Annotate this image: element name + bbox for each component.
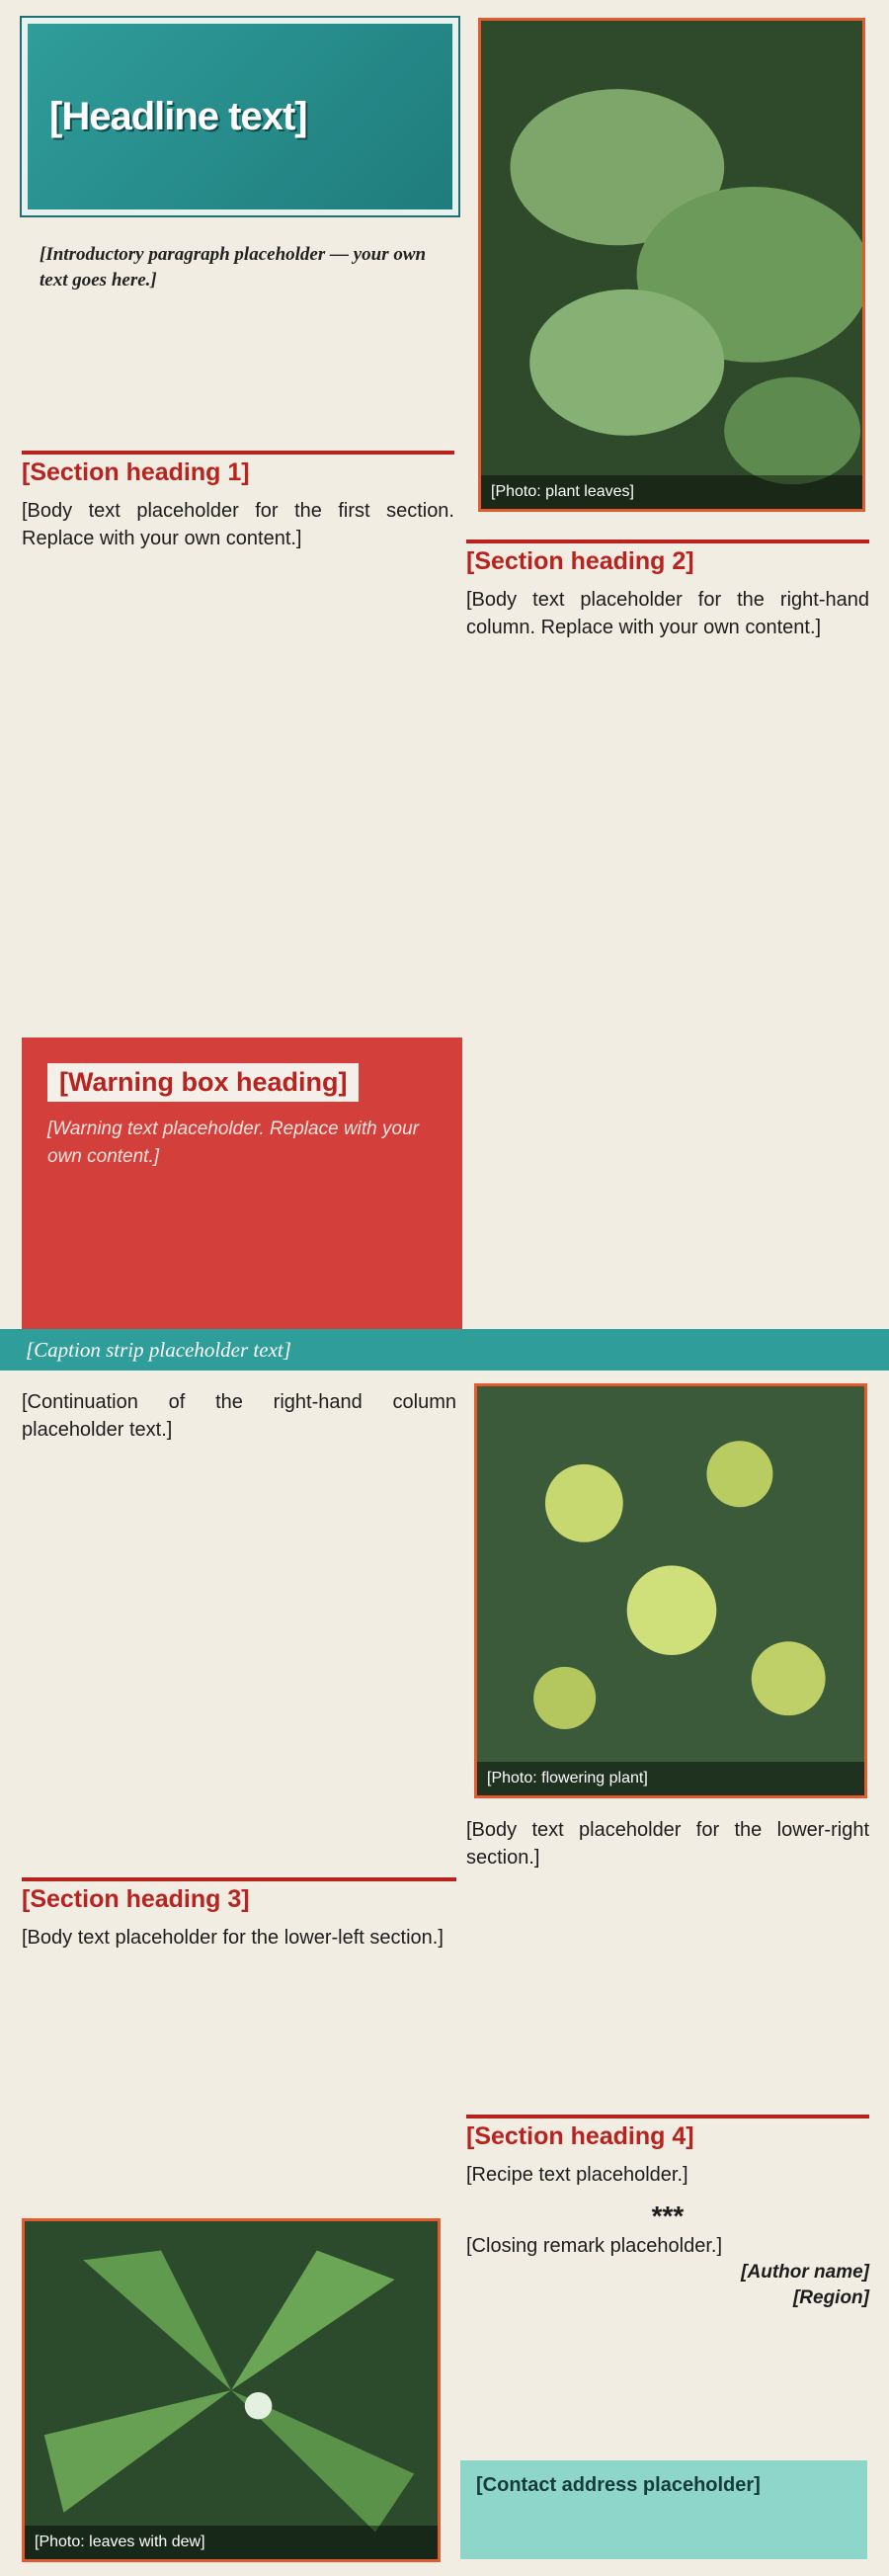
headline-banner: [22, 18, 458, 215]
author-region: [Region]: [792, 2287, 869, 2308]
flower-illustration: [477, 1386, 864, 1795]
section-story: [466, 540, 869, 641]
photo-middle-note: [Photo: flowering plant]: [477, 1762, 864, 1795]
caption-strip: [Caption strip placeholder text]: [0, 1329, 889, 1371]
warning-box: [22, 1038, 462, 1334]
address-box: [Contact address placeholder]: [460, 2460, 867, 2559]
headline: [Headline text]: [49, 95, 307, 138]
closing-body: [Closing remark placeholder.]: [466, 2235, 723, 2257]
author-name: [Author name]: [741, 2262, 869, 2283]
section-recipe-body: [Recipe text placeholder.]: [466, 2164, 688, 2186]
leaf-illustration: [481, 21, 862, 509]
photo-bottom-note: [Photo: leaves with dew]: [25, 2526, 438, 2559]
section-benefits-body: [Body text placeholder for the lower-left section.]: [22, 1927, 444, 1949]
section-story-body: [Body text placeholder for the right-hand column. Replace with your own content.]: [466, 589, 869, 638]
section-appearance-title: [Section heading 1]: [22, 451, 454, 487]
warning-title: [Warning box heading]: [47, 1063, 359, 1102]
section-appearance-body: [Body text placeholder for the first section. Replace with your own content.]: [22, 500, 454, 549]
section-appearance: [22, 451, 454, 552]
divider-stars: ***: [651, 2201, 685, 2231]
properties-body: [Body text placeholder for the lower-right section.]: [466, 1819, 869, 1869]
section-benefits-title: [Section heading 3]: [22, 1877, 456, 1914]
section-recipe-title: [Section heading 4]: [466, 2115, 869, 2151]
photo-middle: [474, 1383, 867, 1798]
continued-body: [Continuation of the right-hand column placeholder text.]: [22, 1391, 456, 1441]
section-recipe: [466, 2115, 869, 2311]
photo-top: [478, 18, 865, 512]
section-story-title: [Section heading 2]: [466, 540, 869, 576]
dew-leaf-illustration: [25, 2221, 438, 2559]
lead-paragraph: [Introductory paragraph placeholder — your own text goes here.]: [40, 244, 427, 291]
section-benefits: [22, 1877, 456, 1952]
photo-bottom: [22, 2218, 441, 2562]
warning-body: [Warning text placeholder. Replace with your own content.]: [47, 1119, 419, 1167]
photo-top-note: [Photo: plant leaves]: [481, 475, 862, 509]
